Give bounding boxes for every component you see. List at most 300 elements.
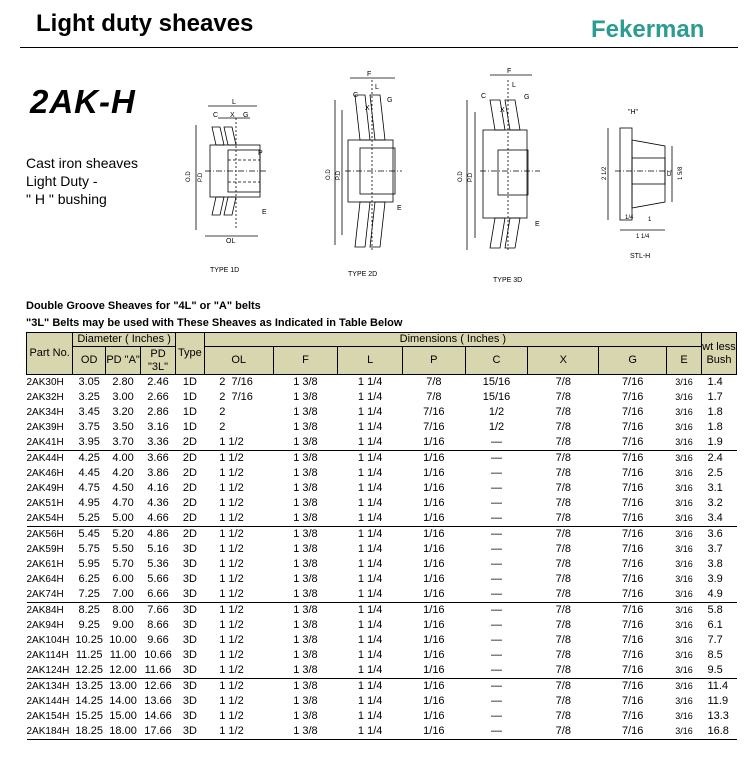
table-cell: 2AK114H [26, 650, 69, 661]
table-cell: 1 3/8 [293, 634, 318, 646]
table-cell: 1 1/4 [357, 467, 383, 479]
table-cell: 7/16 [621, 391, 644, 403]
table-cell: 1 1/2 [219, 482, 244, 494]
svg-text:E: E [262, 209, 267, 216]
table-cell: 3.36 [141, 435, 176, 451]
brand-logo: Fekerman [591, 16, 705, 43]
table-cell: 1 3/8 [273, 511, 338, 527]
table-cell: 3D [175, 663, 204, 679]
table-cell: 3.86 [147, 467, 169, 479]
table-cell: 1/2 [488, 421, 505, 433]
table-cell: 1.8 [707, 406, 723, 418]
table-cell: 3/16 [675, 681, 693, 691]
table-cell: 2AK154H [26, 711, 70, 722]
table-cell: 7/16 [621, 376, 644, 388]
table-cell: 3D [182, 634, 197, 646]
svg-text:C: C [213, 112, 219, 119]
table-cell: 7/8 [528, 724, 599, 740]
table-cell: 2D [182, 467, 197, 479]
table-cell: 7/16 [621, 710, 644, 722]
table-cell: 1 3/8 [293, 558, 318, 570]
table-row [27, 481, 737, 496]
svg-text:E: E [535, 221, 540, 228]
svg-text:D: D [667, 172, 672, 178]
table-cell: 6.66 [141, 587, 176, 603]
table-cell: 11.9 [707, 695, 729, 707]
table-cell: 1 1/4 [357, 482, 383, 494]
table-cell: 1/16 [403, 724, 466, 740]
table-cell: 5.50 [112, 543, 134, 555]
table-cell: 1 3/8 [293, 406, 318, 418]
table-cell: 6.00 [112, 573, 134, 585]
table-row [27, 603, 737, 619]
table-cell: 8.00 [112, 604, 134, 616]
table-cell: 7/8 [555, 619, 571, 631]
table-cell: 3.4 [701, 511, 736, 527]
table-row [27, 420, 737, 435]
table-cell: 15.25 [75, 710, 103, 722]
svg-text:C: C [481, 93, 487, 100]
table-cell: 1/16 [423, 528, 445, 540]
table-cell: 3D [182, 649, 197, 661]
table-cell: 5.45 [78, 528, 100, 540]
table-cell: — [491, 528, 503, 540]
table-cell: 9.25 [78, 619, 100, 631]
table-cell: 1 1/2 [219, 710, 244, 722]
table-cell: 1 1/4 [357, 421, 383, 433]
table-cell: 4.00 [112, 452, 134, 464]
table-cell: 1 1/4 [357, 710, 383, 722]
table-cell: 7/8 [555, 482, 571, 494]
table-cell: 1 3/8 [293, 528, 318, 540]
table-cell: 1 1/2 [219, 467, 244, 479]
table-cell: 7/16 [599, 724, 667, 740]
table-cell: 7/16 [621, 558, 644, 570]
table-cell: — [491, 604, 503, 616]
table-cell: 7/8 [555, 421, 571, 433]
table-cell: 3.45 [78, 406, 100, 418]
table-cell: 7.00 [106, 587, 141, 603]
table-body [27, 375, 737, 740]
table-cell: 1 1/2 [204, 724, 273, 740]
svg-text:L: L [375, 84, 379, 91]
table-cell: 3D [175, 724, 204, 740]
table-cell: 7/16 [621, 649, 644, 661]
type-2d-drawing [326, 71, 402, 278]
table-cell: 7/16 [621, 695, 644, 707]
table-row [27, 694, 737, 709]
table-cell: 1 3/8 [293, 680, 318, 692]
table-cell: 7/8 [555, 406, 571, 418]
table-cell: 2 [219, 421, 226, 433]
table-cell: 1 1/2 [219, 543, 244, 555]
table-cell: 7/16 [599, 511, 667, 527]
col-od: OD [73, 347, 106, 375]
table-cell: 8.25 [78, 604, 100, 616]
table-cell: 2.4 [707, 452, 723, 464]
table-cell: 2D [182, 452, 197, 464]
svg-text:O.D: O.D [458, 171, 464, 182]
table-cell: 2AK49H [26, 483, 64, 494]
table-cell: 3.7 [707, 543, 723, 555]
table-cell: 6.1 [707, 619, 723, 631]
table-cell: 18.00 [106, 724, 141, 740]
table-cell: 3/16 [667, 663, 702, 679]
table-cell: 2D [175, 435, 204, 451]
table-caption-2: "3L" Belts may be used with These Sheaves as Indicated in Table Below [26, 317, 403, 329]
table-cell: 4.86 [147, 528, 169, 540]
table-cell: 14.00 [109, 695, 137, 707]
table-cell: 4.20 [112, 467, 134, 479]
table-cell: 1/16 [423, 649, 445, 661]
type-1d-drawing [186, 99, 268, 274]
table-cell: 13.25 [75, 680, 103, 692]
table-cell: 3D [182, 543, 197, 555]
table-cell: 7/8 [555, 634, 571, 646]
table-row [27, 709, 737, 724]
col-pd-3l: PD "3L" [141, 347, 176, 375]
col-x: X [528, 347, 599, 375]
table-cell: 1D [182, 421, 197, 433]
table-cell: 1/16 [423, 543, 445, 555]
table-row [27, 511, 737, 527]
table-cell: 2AK34H [26, 407, 64, 418]
table-cell: 1/16 [403, 435, 466, 451]
table-cell: 4.70 [112, 497, 134, 509]
table-cell: 18.25 [73, 724, 106, 740]
table-cell: 3D [175, 587, 204, 603]
table-row [27, 618, 737, 633]
table-cell: 1/16 [423, 710, 445, 722]
table-cell: 1 3/8 [293, 452, 318, 464]
table-cell: 7.25 [73, 587, 106, 603]
table-cell: 1/16 [423, 558, 445, 570]
table-cell: 1 1/2 [204, 587, 273, 603]
table-cell: 7/16 [621, 634, 644, 646]
table-cell: 1 1/4 [338, 587, 403, 603]
table-cell: — [491, 452, 503, 464]
table-cell: 7/16 [423, 421, 445, 433]
table-cell: 9.66 [147, 634, 169, 646]
svg-text:O.D: O.D [326, 169, 332, 180]
table-cell: 3/16 [675, 498, 693, 508]
table-cell: 1 1/4 [357, 391, 383, 403]
svg-text:C: C [353, 92, 359, 99]
table-cell: 2AK94H [26, 620, 64, 631]
table-cell: 7/8 [555, 680, 571, 692]
table-cell: 2AK61H [26, 559, 64, 570]
table-cell: 7/16 [599, 435, 667, 451]
table-cell: 1 1/4 [357, 558, 383, 570]
table-cell: 1 1/4 [357, 649, 383, 661]
table-cell: 7/16 [599, 663, 667, 679]
table-cell: 13.66 [144, 695, 172, 707]
table-cell: 1/16 [423, 695, 445, 707]
svg-text:P.D: P.D [336, 170, 342, 180]
table-cell: 1 1/2 [219, 695, 244, 707]
table-cell: 2AK59H [26, 544, 64, 555]
table-cell: 8.5 [707, 649, 723, 661]
table-cell: 1D [182, 391, 197, 403]
table-cell: 2AK51H [26, 498, 64, 509]
table-cell: 2 7/16 [219, 391, 253, 403]
table-row [27, 496, 737, 511]
table-row [27, 435, 737, 451]
table-cell: 6.25 [78, 573, 100, 585]
svg-text:TYPE 1D: TYPE 1D [210, 267, 240, 274]
table-cell: 10.00 [109, 634, 137, 646]
table-cell: 7/16 [621, 467, 644, 479]
table-cell: 1 3/8 [293, 497, 318, 509]
table-cell: 2.66 [147, 391, 169, 403]
table-cell: 7/8 [528, 663, 599, 679]
svg-text:P.D: P.D [198, 172, 204, 182]
table-cell: 3/16 [675, 453, 693, 463]
table-cell: 1D [182, 406, 197, 418]
svg-text:G: G [387, 97, 393, 104]
table-cell: 5.25 [73, 511, 106, 527]
table-cell: 1 3/8 [293, 695, 318, 707]
table-cell: 7/16 [621, 543, 644, 555]
table-cell: 3/16 [675, 468, 693, 478]
table-cell: 5.70 [112, 558, 134, 570]
table-row [27, 587, 737, 603]
table-cell: 3.8 [707, 558, 723, 570]
table-cell: 4.50 [112, 482, 134, 494]
col-type: Type [175, 333, 204, 375]
table-cell: 1/16 [423, 634, 445, 646]
table-cell: 12.25 [73, 663, 106, 679]
table-cell: 1 1/2 [219, 558, 244, 570]
table-cell: 1 3/8 [273, 435, 338, 451]
table-cell: 4.25 [78, 452, 100, 464]
table-cell: 3.05 [78, 376, 100, 388]
col-c: C [465, 347, 528, 375]
table-cell: 3D [182, 695, 197, 707]
table-cell: 11.00 [109, 649, 137, 661]
table-cell: 2AK184H [27, 724, 73, 740]
svg-text:P.D: P.D [468, 172, 474, 182]
table-cell: 7/8 [528, 435, 599, 451]
table-cell: 1 3/8 [293, 573, 318, 585]
table-cell: — [491, 543, 503, 555]
table-cell: 1/16 [423, 467, 445, 479]
table-cell: 14.66 [144, 710, 172, 722]
table-cell: 3/16 [675, 529, 693, 539]
table-cell: 2D [182, 482, 197, 494]
table-cell: 3.70 [106, 435, 141, 451]
table-cell: 7/8 [555, 573, 571, 585]
table-row [27, 633, 737, 648]
table-cell: 3/16 [675, 696, 693, 706]
table-cell: 5.36 [147, 558, 169, 570]
table-cell: 7/16 [621, 619, 644, 631]
table-row [27, 542, 737, 557]
table-cell: 7/8 [555, 558, 571, 570]
table-cell: 1 3/8 [293, 543, 318, 555]
table-cell: 1 3/8 [293, 710, 318, 722]
table-cell: — [465, 435, 528, 451]
table-cell: 7.7 [707, 634, 723, 646]
table-cell: 1 3/8 [293, 421, 318, 433]
table-cell: 4.66 [141, 511, 176, 527]
table-row [27, 527, 737, 543]
table-cell: 9.00 [112, 619, 134, 631]
table-cell: — [491, 634, 503, 646]
table-cell: 3/16 [675, 392, 693, 402]
table-cell: 2 [219, 406, 226, 418]
table-cell: 3.00 [112, 391, 134, 403]
table-cell: 4.45 [78, 467, 100, 479]
col-l: L [338, 347, 403, 375]
table-cell: 11.25 [75, 649, 103, 661]
svg-text:TYPE 3D: TYPE 3D [493, 277, 523, 284]
table-cell: 2AK134H [26, 681, 70, 692]
table-cell: 15/16 [482, 376, 511, 388]
table-cell: 7/8 [555, 467, 571, 479]
table-cell: 2AK46H [26, 468, 64, 479]
table-cell: 14.25 [75, 695, 103, 707]
table-cell: 3/16 [675, 650, 693, 660]
table-row [27, 663, 737, 679]
table-cell: 7/16 [621, 406, 644, 418]
table-cell: 3.2 [707, 497, 723, 509]
table-cell: 3/16 [675, 620, 693, 630]
svg-text:G: G [524, 94, 530, 101]
table-row [27, 679, 737, 695]
table-cell: — [491, 497, 503, 509]
table-cell: 1 1/2 [219, 619, 244, 631]
table-cell: 7/16 [621, 421, 644, 433]
table-cell: 5.75 [78, 543, 100, 555]
table-cell: 2AK56H [26, 529, 64, 540]
table-row [27, 648, 737, 663]
table-cell: 7/16 [621, 528, 644, 540]
table-cell: 3.16 [147, 421, 169, 433]
description-line: Cast iron sheaves [26, 155, 139, 171]
table-cell: 3.50 [112, 421, 134, 433]
table-cell: 12.00 [106, 663, 141, 679]
table-cell: 1 1/2 [219, 497, 244, 509]
table-cell: 1D [182, 376, 197, 388]
table-cell: 7/8 [555, 497, 571, 509]
table-cell: 1 1/4 [357, 634, 383, 646]
table-cell: 3.20 [112, 406, 134, 418]
col-e: E [667, 347, 702, 375]
table-cell: 2.46 [147, 376, 169, 388]
table-caption-1: Double Groove Sheaves for "4L" or "A" belts [26, 300, 261, 312]
table-cell: 1 3/8 [293, 619, 318, 631]
table-cell: 1 1/2 [219, 528, 244, 540]
col-weight: wt less Bush [701, 333, 736, 375]
table-cell: 3.6 [707, 528, 723, 540]
table-row [27, 405, 737, 420]
table-cell: 1/16 [403, 587, 466, 603]
table-cell: — [491, 482, 503, 494]
table-cell: 1 1/4 [357, 452, 383, 464]
table-cell: 4.95 [78, 497, 100, 509]
col-ol: OL [204, 347, 273, 375]
table-row [27, 390, 737, 405]
table-cell: — [491, 573, 503, 585]
table-cell: 5.20 [112, 528, 134, 540]
svg-text:1: 1 [648, 217, 652, 223]
table-cell: 2D [182, 528, 197, 540]
table-cell: 3.1 [707, 482, 723, 494]
table-cell: 2.80 [112, 376, 134, 388]
table-cell: 3/16 [675, 544, 693, 554]
table-cell: 1 3/8 [293, 391, 318, 403]
svg-text:X: X [365, 105, 370, 112]
table-cell: 7/8 [528, 587, 599, 603]
table-cell: 2D [175, 511, 204, 527]
table-cell: 1 3/8 [293, 482, 318, 494]
table-cell: 1 1/2 [219, 573, 244, 585]
table-cell: 7/8 [555, 376, 571, 388]
table-cell: 3/16 [675, 635, 693, 645]
table-row [27, 724, 737, 740]
table-cell: 7/8 [555, 649, 571, 661]
svg-text:STL-H: STL-H [630, 253, 651, 260]
col-diameter: Diameter ( Inches ) [73, 333, 176, 347]
table-cell: 16.8 [701, 724, 736, 740]
col-f: F [273, 347, 338, 375]
table-cell: 3/16 [675, 377, 693, 387]
description-line: Light Duty - [26, 173, 98, 189]
table-cell: 3/16 [667, 435, 702, 451]
table-cell: 3/16 [675, 483, 693, 493]
table-cell: 3/16 [675, 559, 693, 569]
technical-drawings [0, 0, 750, 300]
table-cell: 1 1/4 [357, 406, 383, 418]
table-cell: 1 1/4 [357, 573, 383, 585]
table-cell: 7/8 [555, 528, 571, 540]
table-cell: — [465, 663, 528, 679]
table-cell: 2.86 [147, 406, 169, 418]
table-cell: 1 1/2 [219, 452, 244, 464]
table-cell: 1 1/2 [219, 604, 244, 616]
table-cell: 2AK41H [27, 435, 73, 451]
table-cell: 2.5 [707, 467, 723, 479]
table-cell: — [491, 649, 503, 661]
page-title: Light duty sheaves [36, 10, 254, 37]
table-cell: 3D [182, 558, 197, 570]
table-cell: 15/16 [482, 391, 511, 403]
table-cell: 1 1/4 [357, 376, 383, 388]
table-cell: 1 3/8 [293, 467, 318, 479]
svg-text:G: G [243, 112, 249, 119]
table-cell: 3D [182, 619, 197, 631]
table-cell: 10.25 [75, 634, 103, 646]
table-cell: 1 1/2 [219, 680, 244, 692]
table-cell: 1 3/8 [273, 724, 338, 740]
table-cell: 1 1/4 [357, 528, 383, 540]
table-cell: 17.66 [141, 724, 176, 740]
table-cell: 3D [182, 604, 197, 616]
table-cell: — [491, 695, 503, 707]
table-cell: — [465, 511, 528, 527]
table-cell: 2AK32H [26, 392, 64, 403]
table-cell: 2D [182, 497, 197, 509]
table-cell: — [491, 710, 503, 722]
table-cell: 1 1/4 [357, 619, 383, 631]
table-cell: 1 1/4 [357, 680, 383, 692]
table-cell: — [491, 680, 503, 692]
table-cell: 1/16 [423, 680, 445, 692]
table-cell: 3D [182, 680, 197, 692]
table-cell: 2AK54H [27, 511, 73, 527]
table-cell: — [491, 467, 503, 479]
